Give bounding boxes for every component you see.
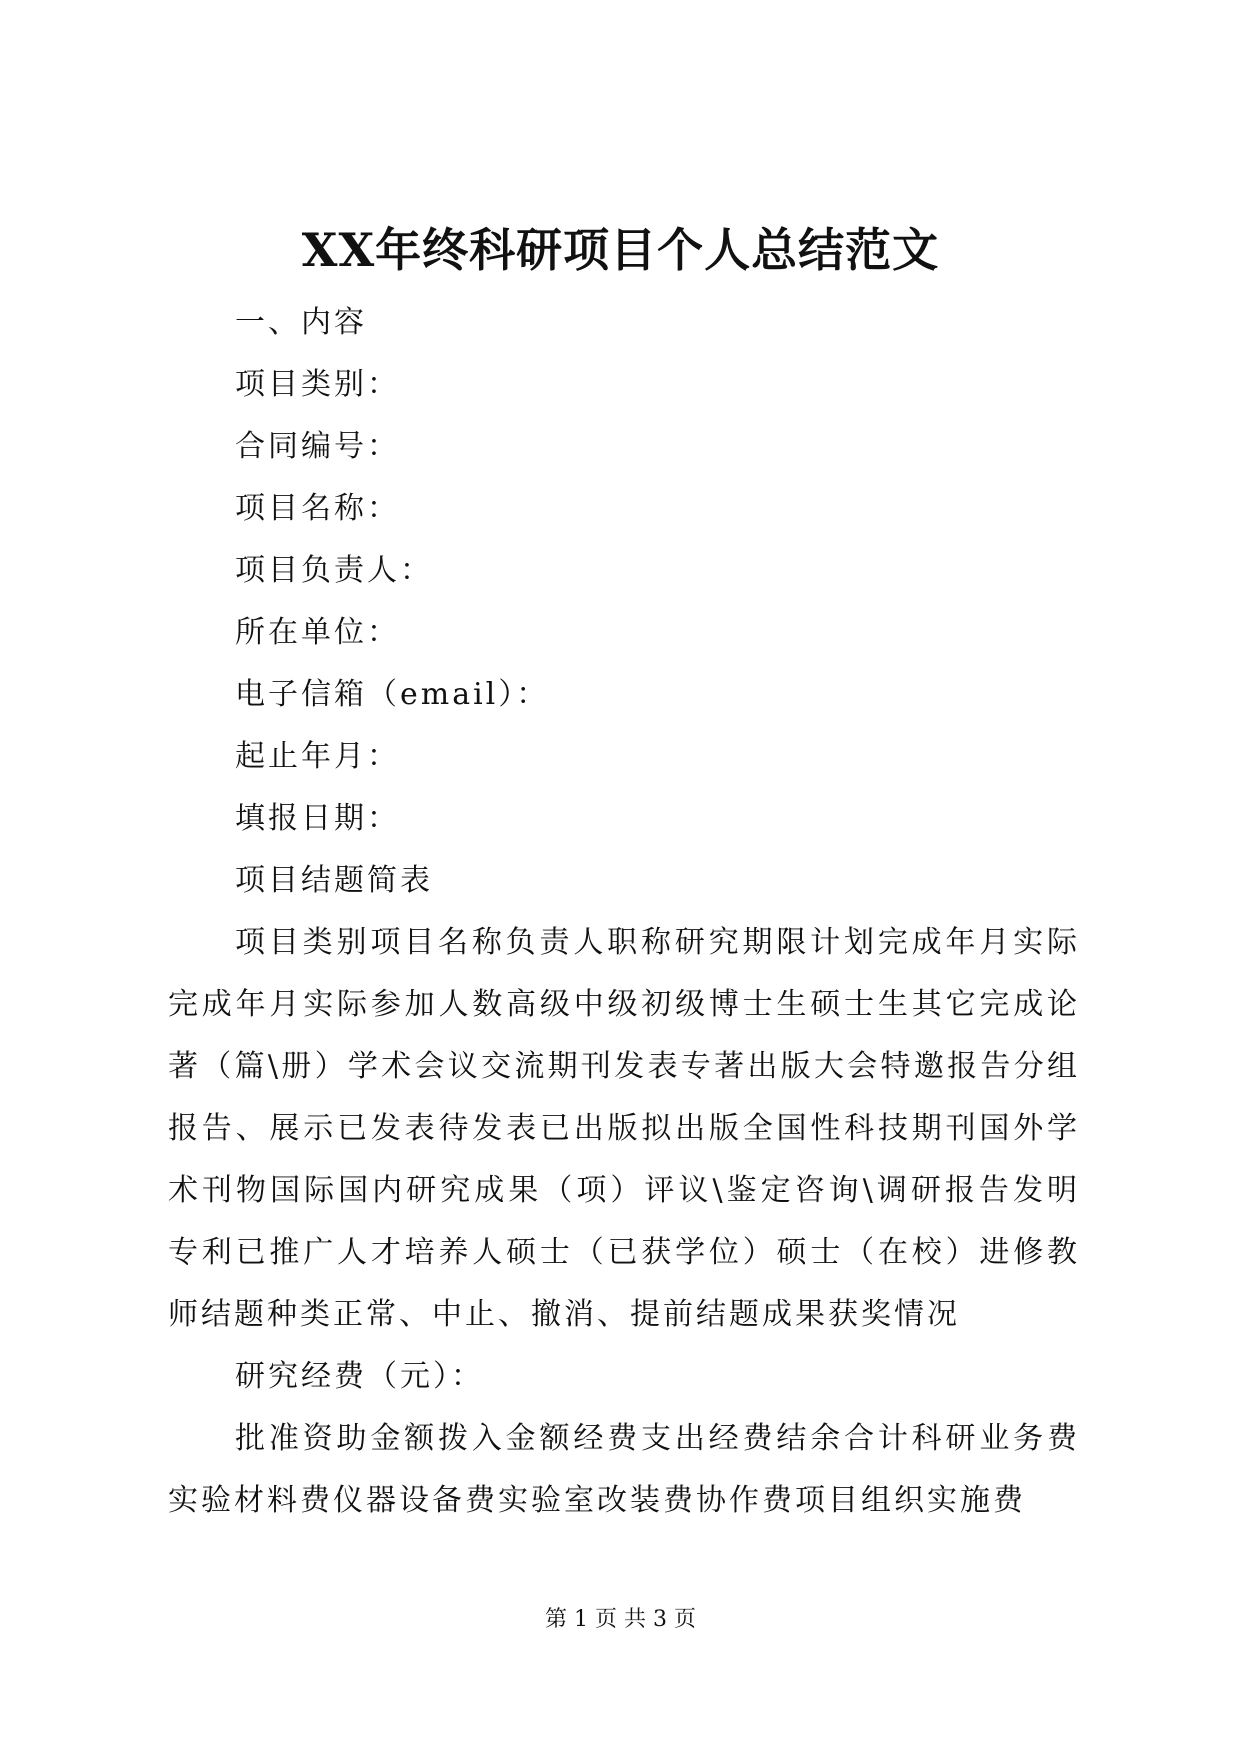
paragraph-summary-table-items: 项目类别项目名称负责人职称研究期限计划完成年月实际完成年月实际参加人数高级中级初级博士生硕士生其它完成论著（篇\册）学术会议交流期刊发表专著出版大会特邀报告分组报告、展示已发表待发表已出版拟出版全国性科技期刊国外学术刊物国际国内研究成果（项）评议\鉴定咨询\调研报告发明专利已推广人才培养人硕士（已获学位）硕士（在校）进修教师结题种类正常、中止、撤消、提前结题成果获奖情况 — [168, 925, 1080, 1332]
document-title: XX年终科研项目个人总结范文 — [301, 223, 940, 277]
document-body — [168, 292, 1080, 1532]
paragraph-funding-items: 批准资助金额拨入金额经费支出经费结余合计科研业务费实验材料费仪器设备费实验室改装费协作费项目组织实施费 — [168, 1421, 1080, 1518]
page-footer — [0, 1605, 1241, 1635]
section-heading-summary-table: 项目结题简表 — [235, 863, 433, 898]
field-email: 电子信箱（email）： — [235, 677, 550, 712]
field-start-end-date: 起止年月： — [235, 739, 400, 774]
field-report-date: 填报日期： — [235, 801, 400, 836]
field-project-category: 项目类别： — [235, 367, 400, 402]
field-organization: 所在单位： — [235, 615, 400, 650]
field-research-funding: 研究经费（元）： — [235, 1359, 484, 1394]
field-contract-number: 合同编号： — [235, 429, 400, 464]
page-number-label: 第 1 页 共 3 页 — [545, 1607, 696, 1632]
field-project-name: 项目名称： — [235, 491, 400, 526]
field-project-leader: 项目负责人： — [235, 553, 433, 588]
section-heading-content: 一、内容 — [235, 305, 367, 340]
